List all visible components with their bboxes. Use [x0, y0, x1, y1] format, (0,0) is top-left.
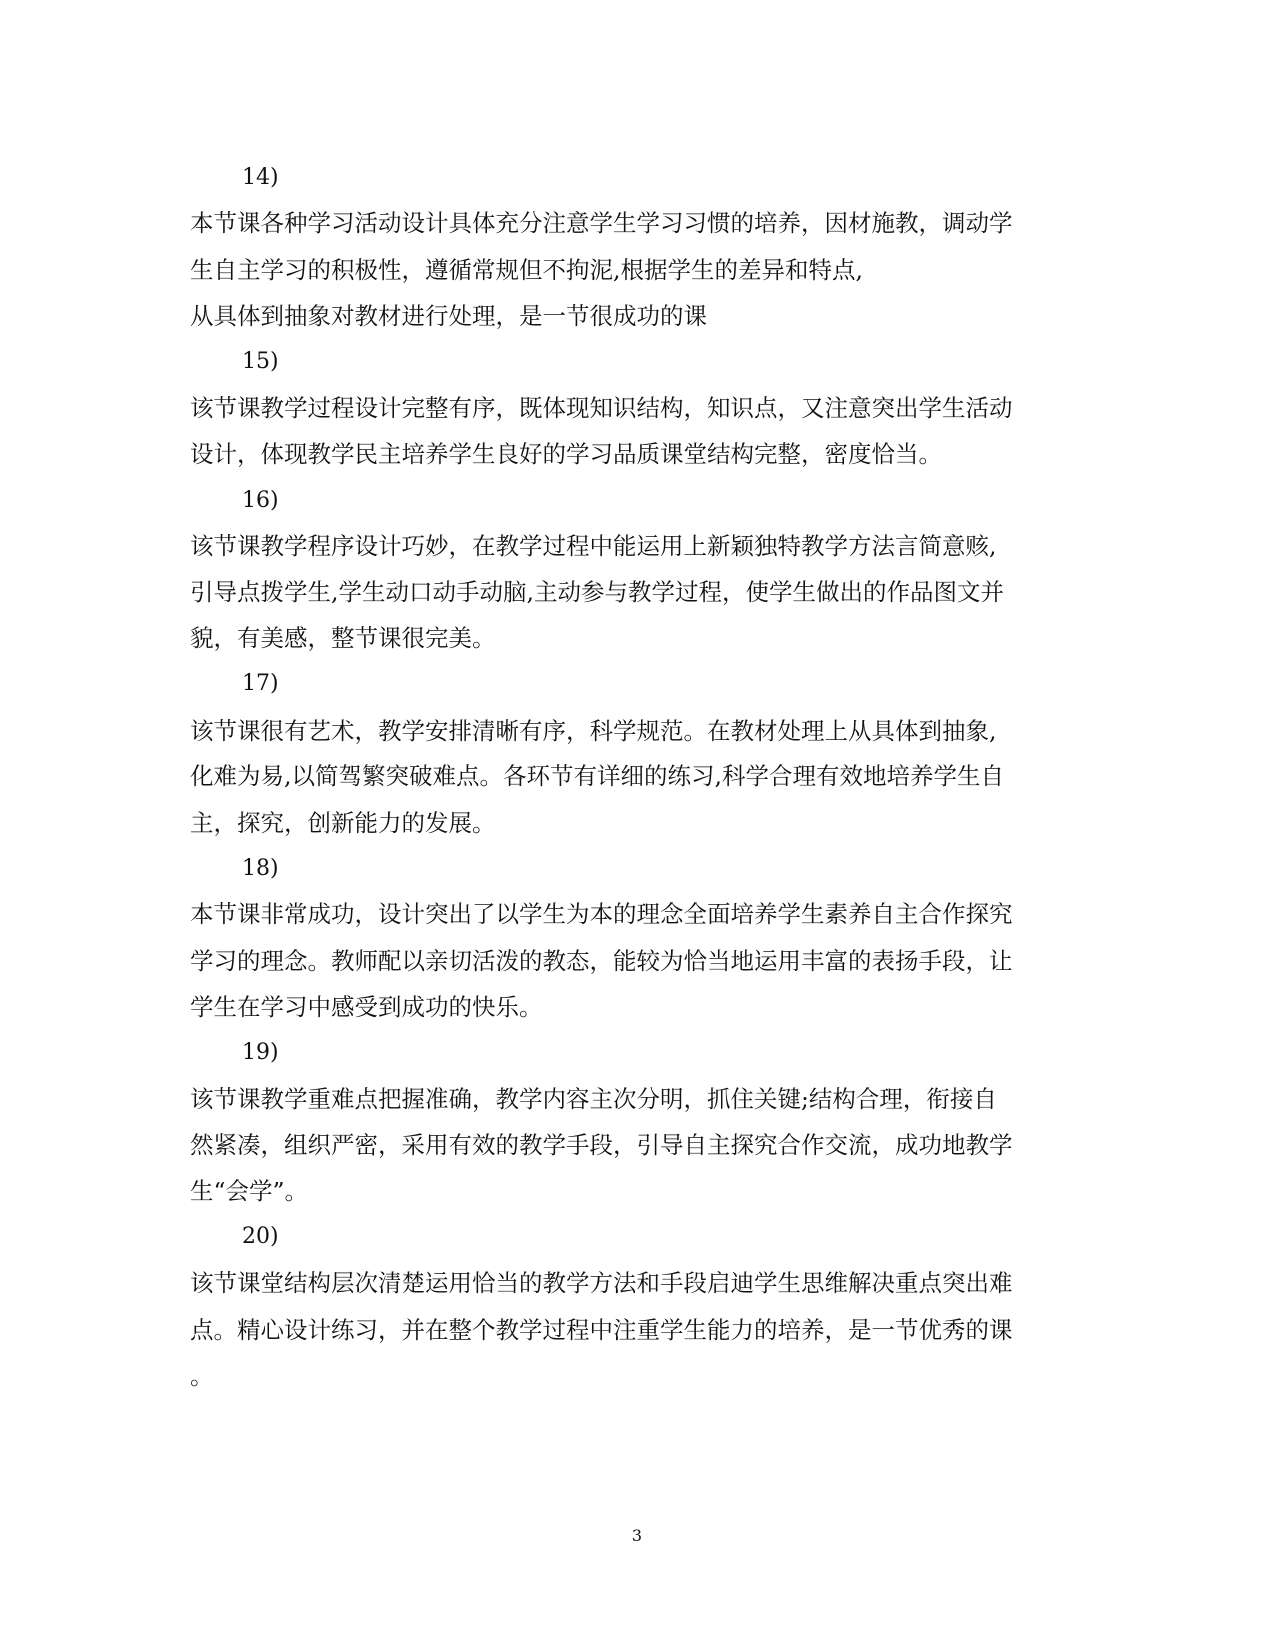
text-line: 该节课教学重难点把握准确，教学内容主次分明，抓住关键;结构合理，衔接自	[190, 1085, 997, 1113]
item-number-19: 19)	[242, 1040, 279, 1065]
text-line: 学生在学习中感受到成功的快乐。	[190, 993, 543, 1021]
text-line: 该节课堂结构层次清楚运用恰当的教学方法和手段启迪学生思维解决重点突出难	[190, 1269, 1013, 1297]
text-line: 化难为易,以简驾繁突破难点。各环节有详细的练习,科学合理有效地培养学生自	[190, 762, 1004, 790]
item-number-17: 17)	[242, 671, 279, 696]
item-number-16: 16)	[242, 488, 279, 513]
text-line: 本节课各种学习活动设计具体充分注意学生学习习惯的培养，因材施教，调动学	[190, 209, 1013, 237]
text-line: 该节课教学过程设计完整有序，既体现知识结构，知识点，又注意突出学生活动	[190, 394, 1013, 422]
text-line: 该节课教学程序设计巧妙，在教学过程中能运用上新颖独特教学方法言简意赅,	[190, 532, 997, 560]
text-line: 设计，体现教学民主培养学生良好的学习品质课堂结构完整，密度恰当。	[190, 440, 942, 468]
text-line: 从具体到抽象对教材进行处理，是一节很成功的课	[190, 302, 707, 330]
item-number-14: 14)	[242, 165, 279, 190]
text-line: 点。精心设计练习，并在整个教学过程中注重学生能力的培养，是一节优秀的课	[190, 1316, 1013, 1344]
text-line: 该节课很有艺术，教学安排清晰有序，科学规范。在教材处理上从具体到抽象,	[190, 717, 997, 745]
text-line: 。	[190, 1362, 214, 1390]
text-line: 学习的理念。教师配以亲切活泼的教态，能较为恰当地运用丰富的表扬手段，让	[190, 947, 1013, 975]
text-line: 生“会学”。	[190, 1177, 309, 1205]
text-line: 然紧凑，组织严密，采用有效的教学手段，引导自主探究合作交流，成功地教学	[190, 1131, 1013, 1159]
page-number: 3	[631, 1526, 643, 1545]
item-number-18: 18)	[242, 856, 279, 881]
text-line: 生自主学习的积极性，遵循常规但不拘泥,根据学生的差异和特点,	[190, 256, 863, 284]
text-line: 貌，有美感，整节课很完美。	[190, 624, 496, 652]
text-line: 主，探究，创新能力的发展。	[190, 809, 496, 837]
item-number-15: 15)	[242, 349, 279, 374]
text-line: 引导点拨学生,学生动口动手动脑,主动参与教学过程，使学生做出的作品图文并	[190, 578, 1004, 606]
text-line: 本节课非常成功，设计突出了以学生为本的理念全面培养学生素养自主合作探究	[190, 900, 1013, 928]
item-number-20: 20)	[242, 1224, 279, 1249]
